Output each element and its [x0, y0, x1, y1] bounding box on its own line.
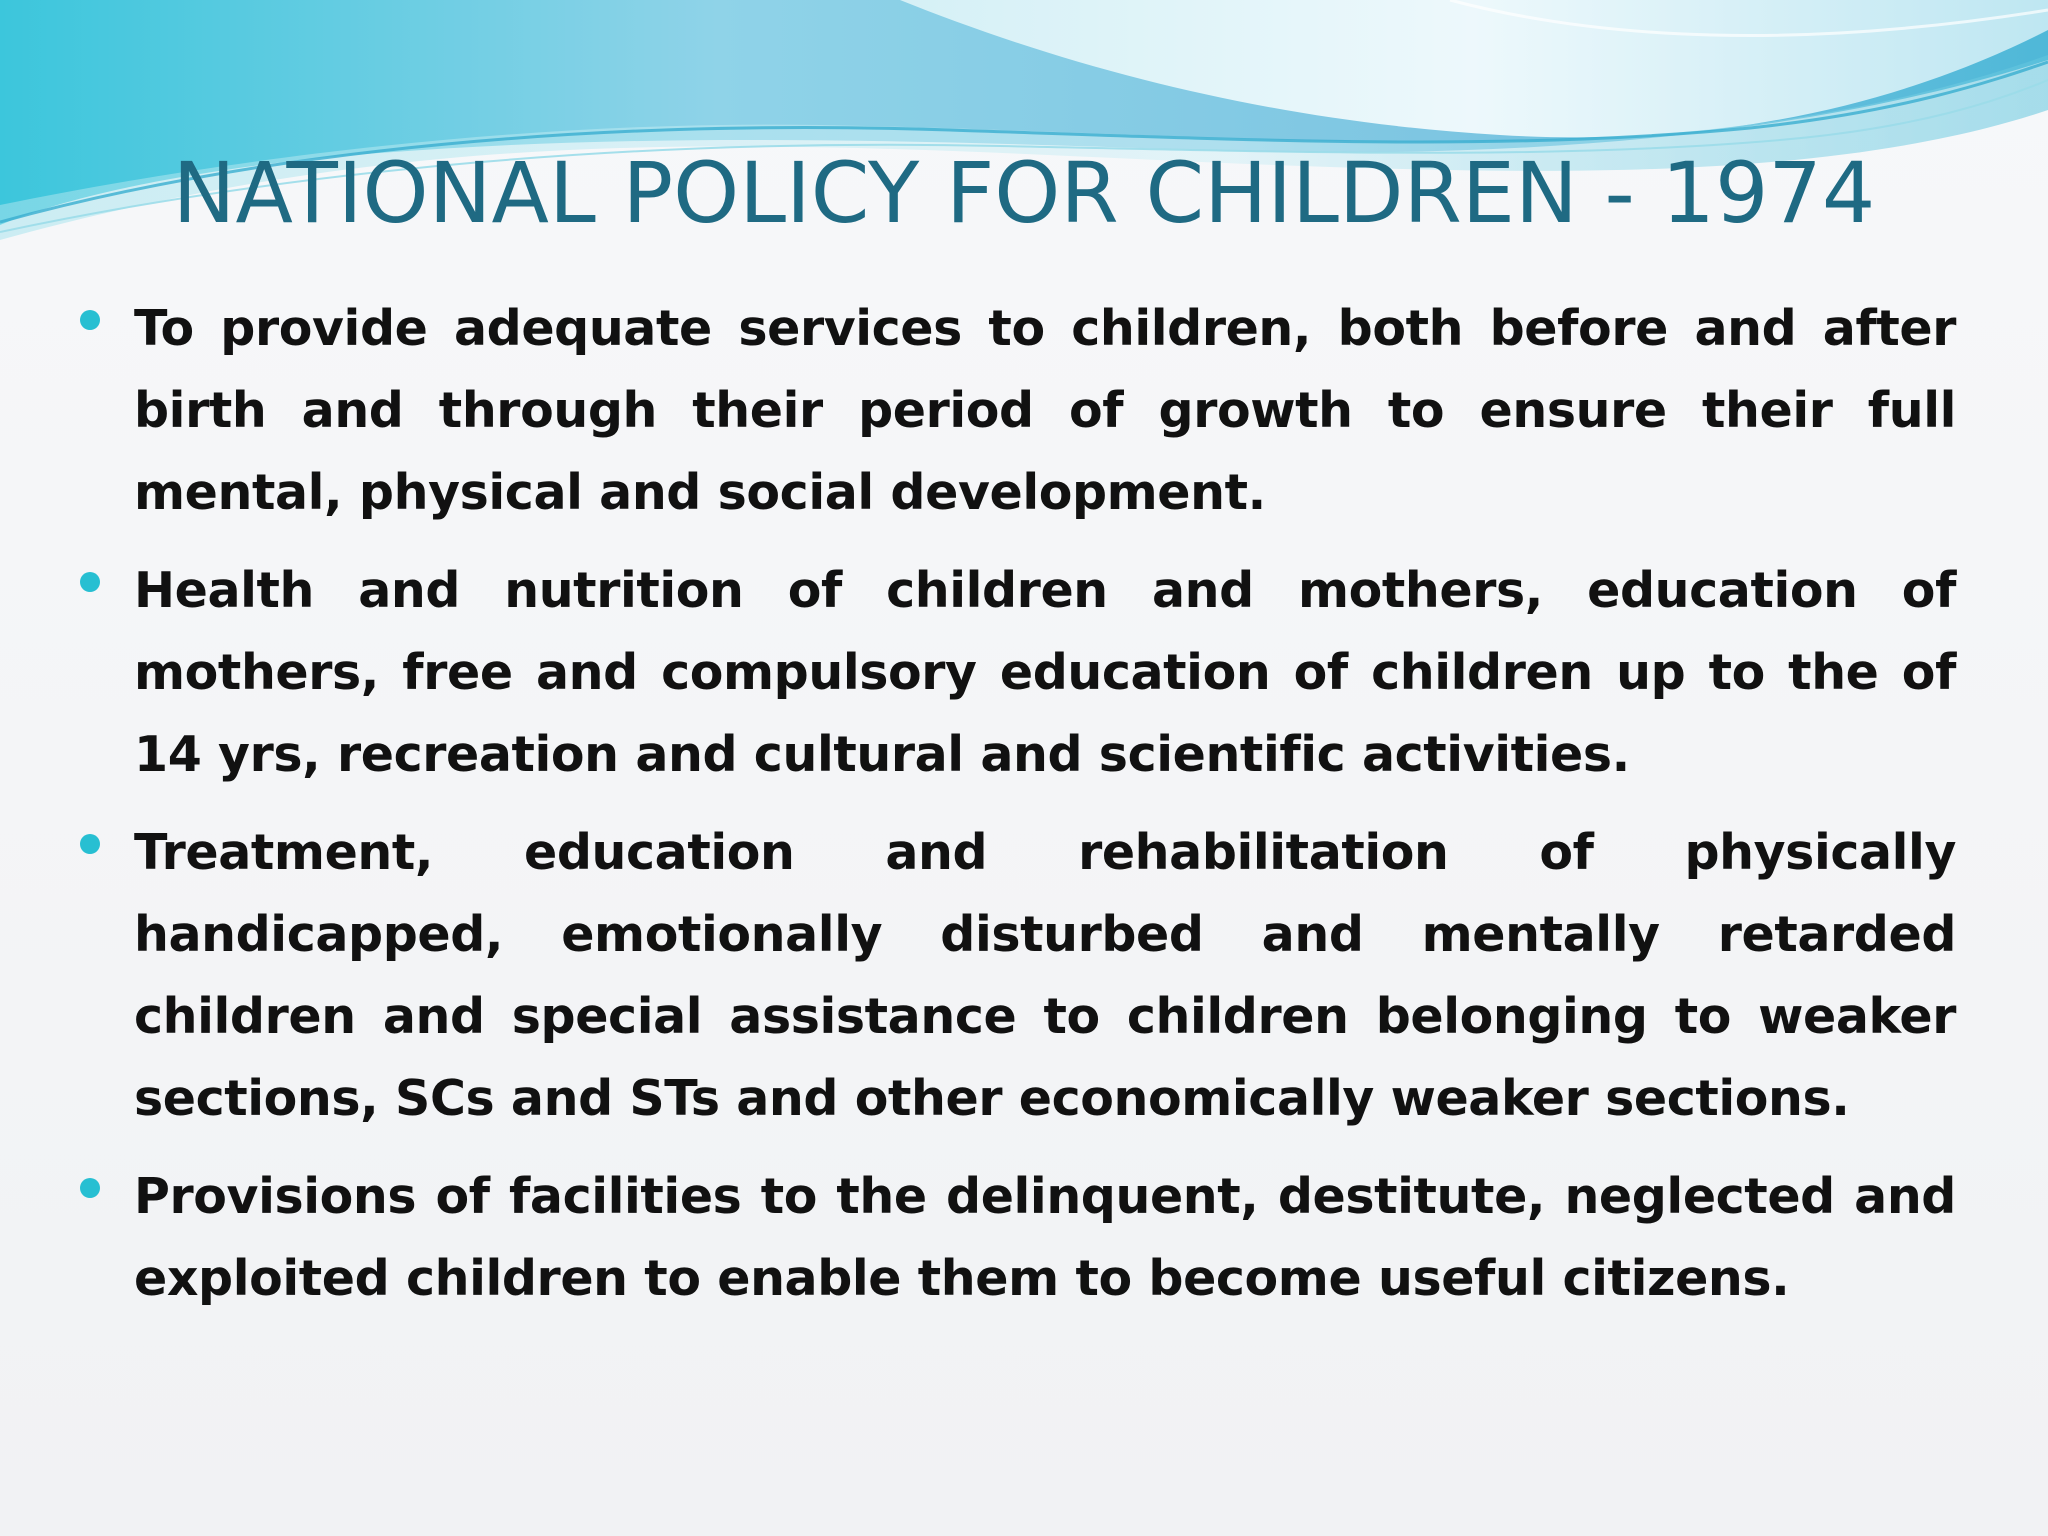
bullet-dot-icon: [80, 834, 100, 854]
bullet-dot-icon: [80, 1178, 100, 1198]
bullet-text: Provisions of facilities to the delinquent, destitute, neglected and exploited children to enable them to become useful citizens.: [134, 1168, 1956, 1307]
bullet-dot-icon: [80, 310, 100, 330]
bullet-text: To provide adequate services to children, both before and after birth and through their period of growth to ensure their full mental, physical and social development.: [134, 300, 1956, 521]
slide-title: NATIONAL POLICY FOR CHILDREN - 1974: [172, 144, 1876, 242]
bullet-dot-icon: [80, 572, 100, 592]
bullet-text: Treatment, education and rehabilitation of physically handicapped, emotionally disturbed and mentally retarded children and special assistance to children belonging to weaker sections, SCs and STs and other economically weaker sections.: [134, 824, 1956, 1127]
bullet-item: [134, 1156, 1956, 1320]
bullet-item: [134, 812, 1956, 1140]
bullet-list: [134, 288, 1956, 1336]
bullet-text: Health and nutrition of children and mothers, education of mothers, free and compulsory education of children up to the of 14 yrs, recreation and cultural and scientific activities.: [134, 562, 1956, 783]
bullet-item: [134, 550, 1956, 796]
bullet-item: [134, 288, 1956, 534]
